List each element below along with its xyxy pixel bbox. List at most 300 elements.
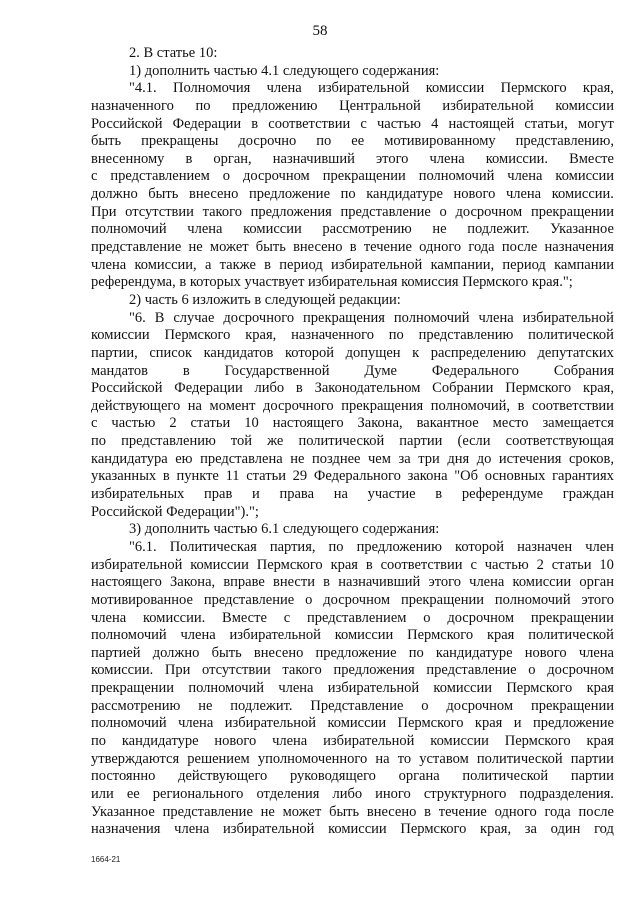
word: комиссии. [551, 186, 614, 203]
word: представлением [110, 168, 210, 185]
word: не [432, 221, 447, 238]
word: которой [284, 344, 334, 361]
word: комиссии. [142, 609, 206, 626]
text-line [91, 751, 614, 769]
word: о [439, 203, 447, 220]
text-line [91, 804, 614, 822]
word: с [91, 415, 98, 432]
document-body [91, 45, 614, 839]
text-line [91, 239, 614, 257]
word: комиссии [91, 327, 150, 344]
text-line [91, 221, 614, 239]
word: прекращены [141, 133, 219, 150]
text-line [91, 327, 614, 345]
word: избирательной [223, 821, 315, 838]
word: соответствующая [505, 433, 614, 450]
text-line [91, 292, 614, 310]
text-line [91, 610, 614, 628]
word: досрочном [242, 168, 310, 185]
word: могут [577, 115, 614, 132]
word: дополнить [144, 62, 214, 79]
word: прекращении [400, 591, 484, 608]
word: этого [581, 591, 614, 608]
word: допущен [345, 344, 401, 361]
word: члена [180, 627, 216, 644]
word: полномочий [188, 680, 265, 697]
text-line [91, 398, 614, 416]
word: внесенному [91, 150, 165, 167]
word: по [328, 538, 344, 555]
word: партии [570, 750, 614, 767]
word: за [398, 450, 411, 467]
word: статьи [246, 468, 286, 485]
word: Думе [364, 362, 397, 379]
word: комиссии [243, 221, 302, 238]
word: участие [367, 486, 416, 503]
word: отделения [256, 785, 320, 802]
word: партия, [269, 538, 316, 555]
word: должно [152, 644, 200, 661]
word: изложить [192, 291, 255, 308]
word: предложение [532, 715, 614, 732]
word: вправе [223, 574, 265, 591]
word: рассмотрению [91, 697, 181, 714]
word: иного [375, 785, 411, 802]
word: Закона, [357, 415, 403, 432]
word: в [349, 239, 357, 256]
word: по [195, 97, 211, 114]
word: Федерации [172, 115, 242, 132]
word: (если [457, 433, 491, 450]
word: статьи, [524, 115, 568, 132]
word: представлению [121, 433, 216, 450]
word: назначен [517, 538, 573, 555]
word: прекращении [322, 168, 406, 185]
text-line [91, 574, 614, 592]
word: Пермского [500, 80, 567, 97]
word: избирательной [224, 715, 317, 732]
word: Федерации")."; [166, 503, 259, 520]
word: внести [273, 574, 315, 591]
word: комиссии [430, 732, 489, 749]
text-line [91, 733, 614, 751]
word: 4 [431, 115, 439, 132]
word: о [222, 168, 231, 185]
word: Пермского [164, 327, 231, 344]
word: Указанное [550, 221, 614, 238]
word: избирательных [91, 486, 185, 503]
word: ее [351, 133, 365, 150]
word: края [486, 627, 515, 644]
word: комиссии. [91, 662, 154, 679]
word: Российской [91, 115, 163, 132]
word: соответствии [268, 115, 351, 132]
word: чем [368, 450, 391, 467]
word: партии [570, 768, 614, 785]
word: 10: [198, 45, 218, 61]
word: края, [245, 327, 277, 344]
word: Федерального [313, 468, 401, 485]
word: нового [453, 186, 496, 203]
word: Пермского [400, 821, 467, 838]
word: кандидатура [91, 450, 168, 467]
word: Пермского [256, 556, 323, 573]
word: полномочий, [430, 397, 511, 414]
word: депутатских [537, 344, 614, 361]
word: назначивший [272, 150, 355, 167]
word: Вместе [222, 609, 267, 626]
word: не [188, 239, 203, 256]
word: При [164, 662, 191, 679]
word: 6 [181, 291, 193, 308]
word: края [586, 680, 614, 697]
word: избирательной [318, 80, 410, 97]
word: этого [375, 150, 409, 167]
word: внесено [253, 644, 304, 661]
text-line [91, 645, 614, 663]
word: 10 [599, 556, 614, 573]
word: следующего [282, 521, 363, 538]
word: Пермского [407, 627, 474, 644]
text-line [91, 715, 614, 733]
word: члена [91, 256, 127, 273]
word: отсутствии [202, 662, 271, 679]
word: полномочий [494, 591, 571, 608]
word: Федерального [431, 362, 519, 379]
word: края."; [531, 274, 573, 291]
word: Политическая [169, 538, 257, 555]
word: которых [189, 274, 245, 291]
word: быть [148, 186, 179, 203]
word: 2 [536, 556, 544, 573]
word: за [524, 821, 537, 838]
word: члена [478, 309, 514, 326]
text-line [91, 363, 614, 381]
word: Пермского [506, 680, 573, 697]
word: граждан [562, 486, 614, 503]
word: кандидатуре [435, 644, 513, 661]
word: частью [484, 556, 529, 573]
word: может [209, 239, 249, 256]
word: Пермского [504, 732, 571, 749]
word: представление [340, 203, 431, 220]
word: партией [91, 644, 141, 661]
word: внесено [293, 239, 343, 256]
word: подразделения. [519, 785, 614, 802]
word: быть [329, 803, 360, 820]
word: указанных [91, 468, 157, 485]
word: года [468, 239, 495, 256]
text-line [91, 63, 614, 81]
word: либо [332, 785, 363, 802]
word: может [282, 803, 322, 820]
word: не [290, 450, 305, 467]
word: закона [407, 468, 448, 485]
word: структурного [423, 785, 507, 802]
text-line [91, 433, 614, 451]
word: частью [376, 115, 421, 132]
word: действующего [178, 768, 268, 785]
word: кампании [554, 256, 614, 273]
word: одного [494, 803, 537, 820]
word: отсутствии [125, 203, 194, 220]
text-line [91, 468, 614, 486]
word: "Об [454, 468, 479, 485]
word: прекращении [530, 609, 614, 626]
word: прекращении [91, 680, 175, 697]
word: случае [173, 309, 215, 326]
word: члена [91, 609, 127, 626]
word: в [295, 380, 303, 397]
word: права [279, 486, 315, 503]
word: период [279, 256, 323, 273]
word: в [517, 397, 525, 414]
word: уставом [419, 750, 469, 767]
word: следующей [264, 291, 340, 308]
text-line [91, 680, 614, 698]
word: представлением [306, 609, 407, 626]
word: о [421, 697, 429, 714]
word: год [594, 821, 614, 838]
word: досрочного [262, 397, 334, 414]
word: и [513, 715, 522, 732]
word: кампании, [430, 256, 495, 273]
word: такого [202, 203, 242, 220]
word: этого [428, 574, 461, 591]
word: редакции: [339, 291, 401, 308]
word: Пермского [397, 715, 464, 732]
word: предложение [249, 186, 331, 203]
word: референдуме [461, 486, 544, 503]
word: после [578, 803, 614, 820]
word: 6.1 [261, 521, 283, 538]
word: соответствии [380, 556, 463, 573]
word: же [267, 433, 284, 450]
word: органа [398, 768, 440, 785]
word: настоящей [448, 115, 515, 132]
word: представлению [418, 327, 514, 344]
word: течение [363, 239, 412, 256]
word: Федерации [174, 380, 243, 397]
word: частью [213, 62, 262, 79]
word: или [91, 785, 114, 802]
word: назначивший [338, 574, 421, 591]
text-line [91, 257, 614, 275]
word: период [502, 256, 546, 273]
word: 1) [129, 62, 145, 79]
word: статье [156, 45, 199, 61]
word: комиссии [327, 715, 387, 732]
word: комиссии [555, 168, 614, 185]
word: В [143, 45, 157, 61]
word: действующего [91, 397, 181, 414]
word: члена [178, 715, 214, 732]
word: с [360, 115, 367, 132]
word: досрочного [223, 309, 295, 326]
word: избирательной [323, 732, 415, 749]
word: на [375, 750, 390, 767]
word: до [476, 450, 492, 467]
word: один [550, 821, 581, 838]
text-line [91, 345, 614, 363]
word: Собрании [432, 380, 494, 397]
word: должно [91, 186, 138, 203]
word: также [219, 256, 256, 273]
word: дополнить [144, 521, 214, 538]
word: досрочном [547, 662, 614, 679]
word: члена [578, 644, 614, 661]
word: мотивированному [384, 133, 496, 150]
word: избирательной [91, 556, 183, 573]
word: позднее [311, 450, 361, 467]
word: распределению [430, 344, 526, 361]
word: постоянно [91, 768, 156, 785]
word: частью [111, 415, 156, 432]
word: Пермского [505, 380, 572, 397]
word: орган [579, 574, 614, 591]
word: комиссии [334, 627, 394, 644]
word: содержания: [362, 62, 440, 79]
text-line [91, 486, 614, 504]
word: не [260, 803, 275, 820]
word: нового [214, 732, 257, 749]
word: после [501, 239, 538, 256]
word: член [585, 538, 614, 555]
word: а [204, 256, 212, 273]
word: комиссии [190, 556, 249, 573]
text-line [91, 380, 614, 398]
text-line [91, 168, 614, 186]
text-line [91, 592, 614, 610]
word: представлению, [515, 133, 614, 150]
word: прекращения [303, 309, 385, 326]
word: досрочном [446, 697, 514, 714]
word: полномочий [418, 168, 495, 185]
word: утверждаются [91, 750, 180, 767]
word: прекращения [341, 397, 424, 414]
word: края, [582, 380, 614, 397]
word: истечения [498, 450, 562, 467]
text-line [91, 698, 614, 716]
word: мотивированное [91, 591, 193, 608]
word: 10 [244, 415, 259, 432]
word: члена [278, 680, 314, 697]
word: подлежит. [467, 221, 530, 238]
word: по [388, 327, 404, 344]
word: Вместе [569, 150, 614, 167]
word: 3) [129, 521, 145, 538]
word: избирательной [330, 256, 423, 273]
word: в [264, 256, 272, 273]
word: Законодательном [314, 380, 421, 397]
word: быть [255, 239, 286, 256]
word: кандидатов [203, 344, 274, 361]
word: комиссия [401, 274, 463, 291]
text-line [91, 504, 614, 522]
word: назначенного [91, 97, 174, 114]
word: течение [438, 803, 487, 820]
word: в [254, 291, 265, 308]
word: пункте [176, 468, 219, 485]
word: вакантное [416, 415, 479, 432]
word: политической [462, 768, 549, 785]
word: политической [298, 433, 385, 450]
word: с [91, 168, 98, 185]
text-line [91, 45, 614, 63]
word: края, [480, 821, 512, 838]
word: с [470, 556, 477, 573]
word: о [423, 609, 431, 626]
word: и [252, 486, 260, 503]
word: полномочий [393, 309, 470, 326]
word: о [528, 662, 536, 679]
word: не [198, 697, 213, 714]
word: 2 [169, 415, 177, 432]
word: избирательной [229, 627, 321, 644]
word: "6.1. [129, 538, 157, 555]
word: представление [91, 239, 182, 256]
word: Собрания [553, 362, 614, 379]
text-line [91, 768, 614, 786]
word: предложение [315, 644, 397, 661]
word: политической [476, 750, 563, 767]
word: гарантиях [552, 468, 614, 485]
word: досрочном [323, 591, 391, 608]
word: которой [455, 538, 505, 555]
word: место [492, 415, 529, 432]
word: комиссии [328, 821, 387, 838]
document-code: 1664-21 [91, 855, 121, 864]
word: комиссии [425, 80, 485, 97]
word: в [365, 556, 373, 573]
text-line [91, 557, 614, 575]
word: "4.1. [129, 80, 157, 97]
word: члена [469, 574, 505, 591]
word: предложения [333, 662, 415, 679]
word: прекращении [530, 697, 614, 714]
word: кандидатуре [366, 186, 443, 203]
word: одного [419, 239, 462, 256]
text-line [91, 151, 614, 169]
word: члена [505, 186, 542, 203]
word: Центральной [339, 97, 421, 114]
word: Российской [91, 503, 167, 520]
word: участвует [244, 274, 309, 291]
word: полномочий [91, 221, 167, 238]
word: предложению [356, 538, 442, 555]
word: Государственной [224, 362, 330, 379]
word: внесено [366, 803, 417, 820]
word: то [397, 750, 412, 767]
word: содержания: [362, 521, 440, 538]
word: настоящего [272, 415, 344, 432]
text-line [91, 786, 614, 804]
word: В [154, 309, 165, 326]
word: члена [272, 732, 308, 749]
word: предложения [250, 203, 332, 220]
word: решением [187, 750, 250, 767]
word: политической [528, 627, 614, 644]
word: края, [582, 80, 614, 97]
text-line [91, 662, 614, 680]
word: избирательная [308, 274, 402, 291]
word: назначения [91, 821, 161, 838]
word: быть [91, 133, 122, 150]
word: комиссии, [134, 256, 197, 273]
word: основных [484, 468, 546, 485]
word: избирательной [522, 309, 614, 326]
text-line [91, 186, 614, 204]
